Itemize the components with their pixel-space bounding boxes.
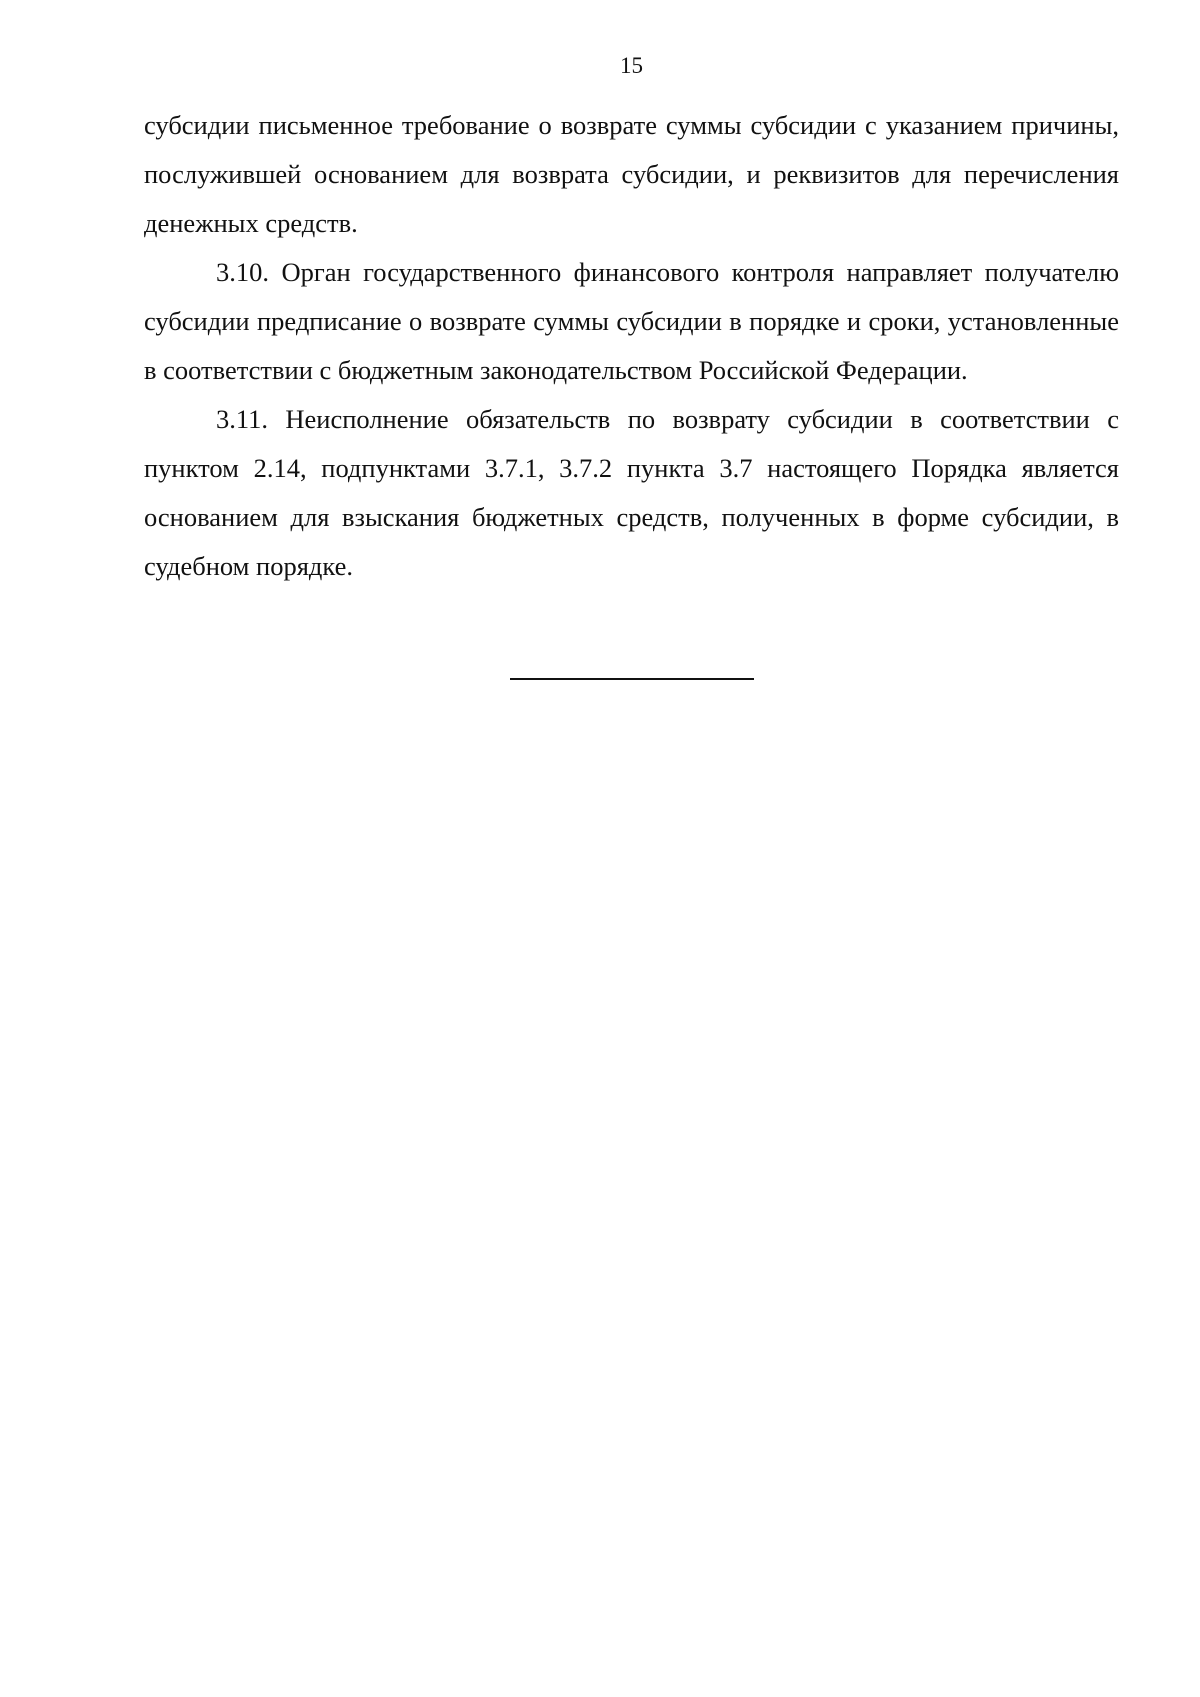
page-number: 15 xyxy=(620,53,643,78)
paragraph-3-11: 3.11. Неисполнение обязательств по возврату субсидии в соответствии с пунктом 2.14, подпунктами 3.7.1, 3.7.2 пункта 3.7 настоящего Порядка является основанием для взыскания бюджетных средств, полученных в форме субсидии, в судебном порядке. xyxy=(144,404,1119,581)
paragraph-continuation: субсидии письменное требование о возврате суммы субсидии с указанием причины, послужившей основанием для возврата субсидии, и реквизитов для перечисления денежных средств. xyxy=(144,110,1119,238)
end-of-document-rule xyxy=(510,678,754,680)
document-body xyxy=(144,101,1119,591)
paragraph-3-10: 3.10. Орган государственного финансового контроля направляет получателю субсидии предписание о возврате суммы субсидии в порядке и сроки, установленные в соответствии с бюджетным законодательством Российской Федерации. xyxy=(144,257,1119,385)
